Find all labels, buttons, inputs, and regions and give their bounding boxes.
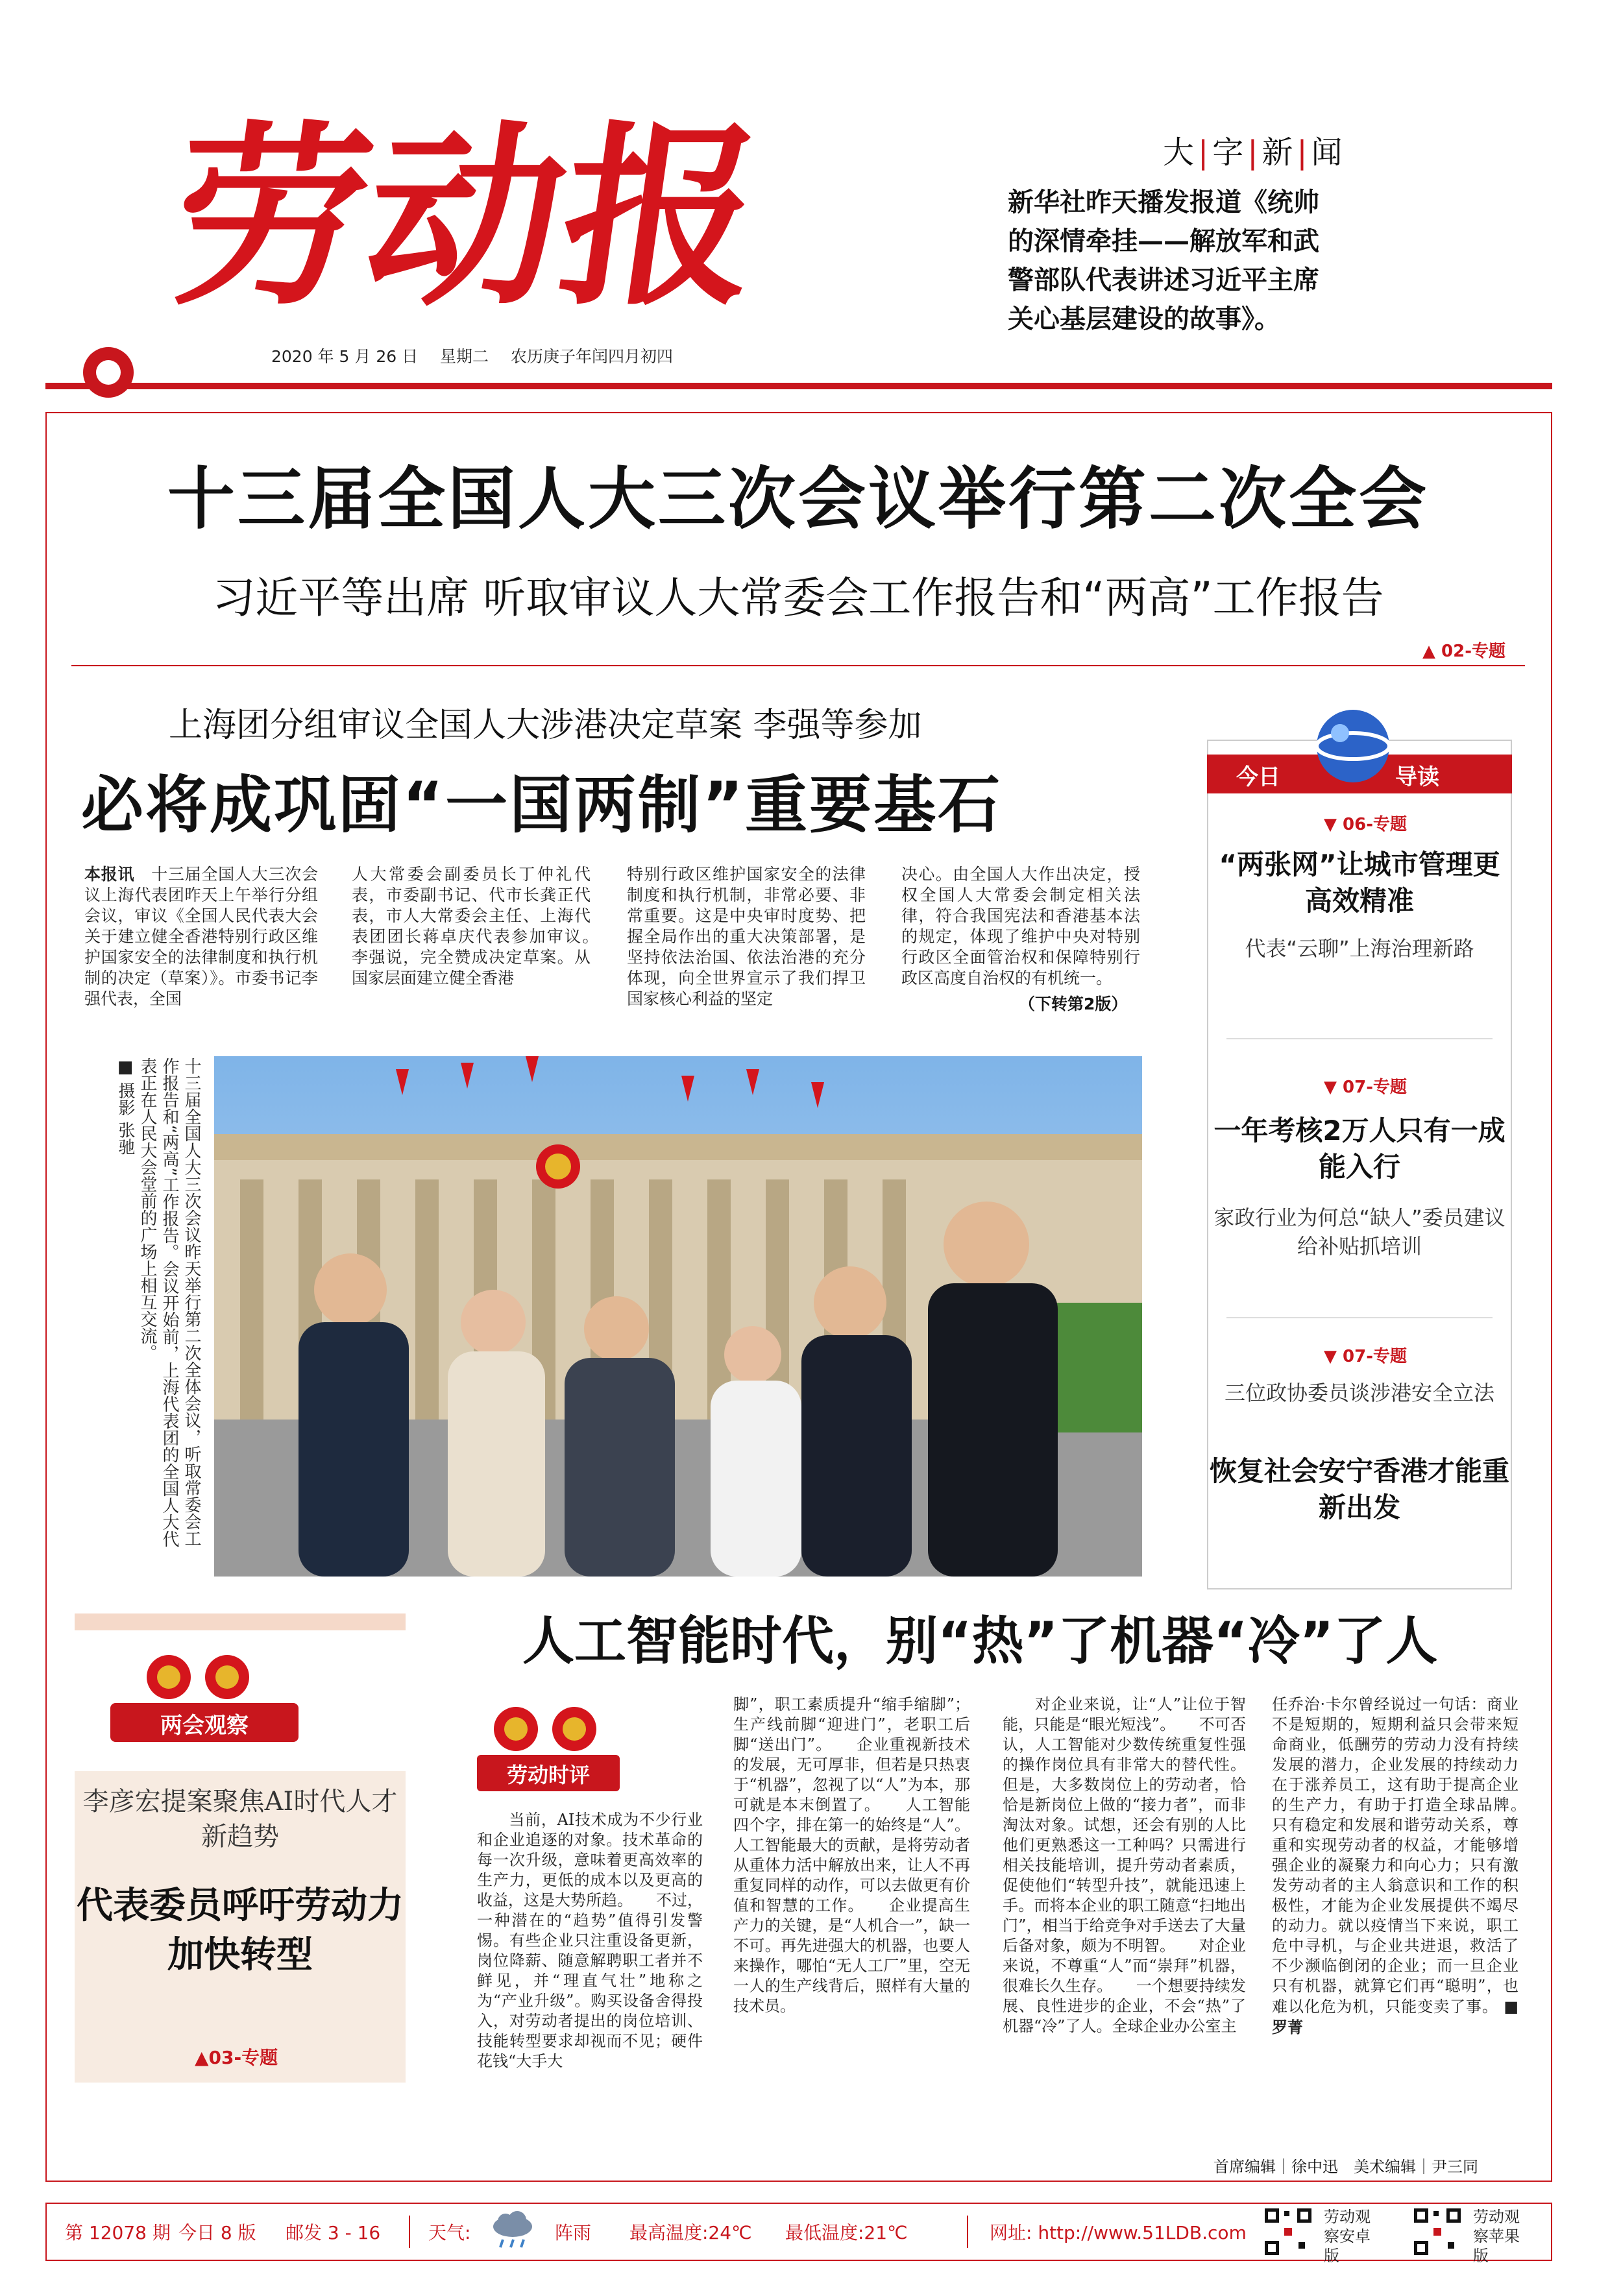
photo-credit: ■ 摄影 张驰 [116, 1057, 135, 1155]
today-label: 今日 [1236, 764, 1280, 790]
footer-post: 邮发 3 - 16 [286, 2222, 381, 2243]
footer-high-temp: 最高温度:24℃ [629, 2222, 752, 2243]
observe-box-topbar [75, 1613, 406, 1630]
guide-label: 导读 [1395, 764, 1439, 790]
lead-continued[interactable]: （下转第2版） [1019, 995, 1128, 1013]
sidebar-divider [1226, 1038, 1493, 1039]
masthead-rule [45, 383, 1552, 389]
main-subheadline: 习近平等出席 听取审议人大常委会工作报告和“两高”工作报告 [212, 573, 1384, 623]
big-news-label: 大|字|新|闻 [1163, 134, 1347, 171]
globe-icon [1314, 707, 1392, 785]
lead-byline: 本报讯 [84, 865, 135, 884]
sidebar-item-1-subtitle: 代表“云聊”上海治理新路 [1245, 936, 1474, 961]
sidebar-divider [1226, 1317, 1493, 1318]
sidebar-item-2-title[interactable]: 一年考核2万人只有一成能入行 [1213, 1115, 1506, 1183]
lead-title: 必将成巩固“一国两制”重要基石 [81, 769, 1003, 841]
footer-divider [409, 2216, 410, 2248]
sidebar-item-2-ref[interactable]: ▼ 07-专题 [1324, 1078, 1408, 1097]
lead-column-4: 决心。由全国人大作出决定，授权全国人大常委会制定相关法律，符合我国宪法和香港基本法的规定，体现了维护中央对特别行政区全面管治权和保障特别行政区高度自治权的有机统一。 [901, 865, 1140, 987]
sidebar-item-1-title[interactable]: “两张网”让城市管理更高效精准 [1219, 849, 1500, 917]
issue-weekday: 星期二 [440, 347, 489, 366]
issue-date: 2020 年 5 月 26 日 [271, 347, 419, 366]
lead-column-1: 本报讯 十三届全国人大三次会议上海代表团昨天上午举行分组会议，审议《全国人民代表大会关于建立健全香港特别行政区维护国家安全的法律制度和执行机制的决定（草案）》。市委书记李强代表，全国 [84, 865, 318, 1008]
lead-column-3: 特别行政区维护国家安全的法律制度和执行机制，非常必要、非常重要。这是中央审时度势、把握全局作出的重大决策部署，是坚持依法治国、依法治港的充分体现，向全世界宣示了我们捍卫国家核心利益的坚定 [627, 865, 866, 1008]
news-photo [214, 1056, 1142, 1577]
emblem-icon [136, 1651, 266, 1703]
editorial-column-1: 当前，AI技术成为不少行业和企业追逐的对象。技术革命的每一次升级，意味着更高效率的生产力，更低的成本以及更高的收益，这是大势所趋。 不过，一种潜在的“趋势”值得引发警惕。有些企业只注重设备更新，岗位降薪、随意解聘职工者并不鲜见，并“理直气壮”地称之为“产业升级”。购买设备舍得投入，对劳动者提出的岗位培训、技能转型要求却视而不见；硬件花钱“大手大 [477, 1811, 703, 2070]
big-news-text: 新华社昨天播发报道《统帅的深情牵挂——解放军和武警部队代表讲述习近平主席关心基层建设的故事》。 [1008, 187, 1319, 334]
footer-issue: 第 12078 期 [65, 2222, 171, 2243]
masthead-logo [158, 71, 775, 344]
rain-cloud-icon [490, 2211, 535, 2250]
footer-weather: 阵雨 [555, 2222, 592, 2243]
footer-divider [967, 2216, 968, 2248]
issue-lunar-date: 农历庚子年闰四月初四 [511, 347, 674, 366]
sidebar-item-3-title[interactable]: 恢复社会安宁香港才能重新出发 [1209, 1455, 1509, 1523]
main-headline: 十三届全国人大三次会议举行第二次全会 [167, 459, 1429, 538]
masthead-emblem-inner [96, 360, 121, 385]
sidebar-item-1-ref[interactable]: ▼ 06-专题 [1324, 815, 1408, 834]
editorial-column-3: 对企业来说，让“人”让位于智能，只能是“眼光短浅”。 不可否认，人工智能对少数传统重复性强的操作岗位具有非常大的替代性。但是，大多数岗位上的劳动者，恰恰是新岗位上做的“接力者”，而非淘汰对象。试想，还会有别的人比他们更熟悉这一工种吗？只需进行相关技能培训，提升劳动者素质，促使他们“转型升技”，就能迅速上手。而将本企业的职工随意“扫地出门”，相当于给竞争对手送去了大量后备对象，颇为不明智。 对企业来说，不尊重“人”而“崇拜”机器，很难长久生存。 一个想要持续发展、良性进步的企业，不会“热”了机器“冷”了人。全球企业办公室主 [1003, 1695, 1246, 2035]
sidebar-item-3-ref[interactable]: ▼ 07-专题 [1324, 1347, 1408, 1366]
footer-url[interactable]: 网址: http://www.51LDB.com [990, 2222, 1247, 2243]
lead-kicker: 上海团分组审议全国人大涉港决定草案 李强等参加 [169, 706, 922, 745]
observe-page-ref[interactable]: ▲03-专题 [195, 2047, 278, 2068]
editorial-author: ■ 罗菁 [1272, 1997, 1518, 2036]
observe-kicker: 李彦宏提案聚焦AI时代人才新趋势 [82, 1787, 398, 1852]
sidebar-item-2-subtitle: 家政行业为何总“缺人”委员建议给补贴抓培训 [1213, 1205, 1506, 1259]
observe-title[interactable]: 代表委员呼吁劳动力加快转型 [77, 1885, 404, 1976]
qr-ios-label: 劳动观察苹果版 [1473, 2208, 1520, 2265]
editorial-label: 劳动时评 [506, 1763, 590, 1787]
observe-label: 两会观察 [160, 1713, 249, 1739]
editorial-column-2: 脚”，职工素质提升“缩手缩脚”；生产线前脚“迎进门”，老职工后脚“送出门”。 企业重视新技术的发展，无可厚非，但若是只热衷于“机器”，忽视了以“人”为本，那可就是本末倒置了。 人工智能四个字，排在第一的始终是“人”。人工智能最大的贡献，是将劳动者从重体力活中解放出来，让人不再重复同样的动作，可以去做更有价值和智慧的工作。 企业提高生产力的关键，是“人机合一”，缺一不可。再先进强大的机器，也要人来操作，哪怕“无人工厂”里，空无一人的生产线背后，照样有大量的技术员。 [733, 1695, 970, 2015]
emblem-icon [483, 1703, 613, 1755]
qr-android-label: 劳动观察安卓版 [1324, 2208, 1371, 2265]
editors-credit: 首席编辑｜徐中迅 美术编辑｜尹三同 [1213, 2158, 1478, 2176]
svg-text:劳动报: 劳动报 [158, 103, 775, 332]
dateline [271, 344, 690, 367]
qr-code-icon[interactable] [1411, 2206, 1463, 2258]
qr-code-icon[interactable] [1262, 2206, 1314, 2258]
footer-pages: 今日 8 版 [178, 2222, 256, 2243]
footer-weather-label: 天气: [428, 2222, 471, 2243]
editorial-title: 人工智能时代，别“热”了机器“冷”了人 [522, 1611, 1438, 1671]
headline-divider [71, 665, 1525, 666]
lead-column-2: 人大常委会副委员长丁仲礼代表，市委副书记、代市长龚正代表，市人大常委会主任、上海代表团团长蒋卓庆代表参加审议。 李强说，完全赞成决定草案。从国家层面建立健全香港 [352, 865, 624, 987]
main-headline-page-ref[interactable]: ▲ 02-专题 [1422, 642, 1506, 661]
sidebar-item-3-subtitle: 三位政协委员谈涉港安全立法 [1224, 1381, 1494, 1405]
editorial-column-4: 任乔治·卡尔曾经说过一句话：商业不是短期的，短期利益只会带来短命商业，低酬劳的劳动力没有持续发展的潜力，企业发展的持续动力在于涨养员工，这有助于提高企业的生产力，有助于打造全球品牌。 只有稳定和发展和谐劳动关系，尊重和实现劳动者的权益，才能够增强企业的凝聚力和向心力；只有激发劳动者的主人翁意识和工作的积极性，才能为企业发展提供不竭尽的动力。就以疫情当下来说，职工危中寻机，与企业共进退，救活了不少濒临倒闭的企业；而一旦企业只有机器，就算它们再“聪明”，也难以化危为机，只能变卖了事。 ■ 罗菁 [1272, 1695, 1550, 2036]
footer-low-temp: 最低温度:21℃ [785, 2222, 908, 2243]
photo-caption: 十三届全国人大三次会议昨天举行第二次全体会议，听取常委会工作报告和“两高”工作报告。会议开始前，上海代表团的全国人大代表正在人民大会堂前的广场上相互交流。 ■ 摄影 张驰 [116, 1057, 201, 1547]
